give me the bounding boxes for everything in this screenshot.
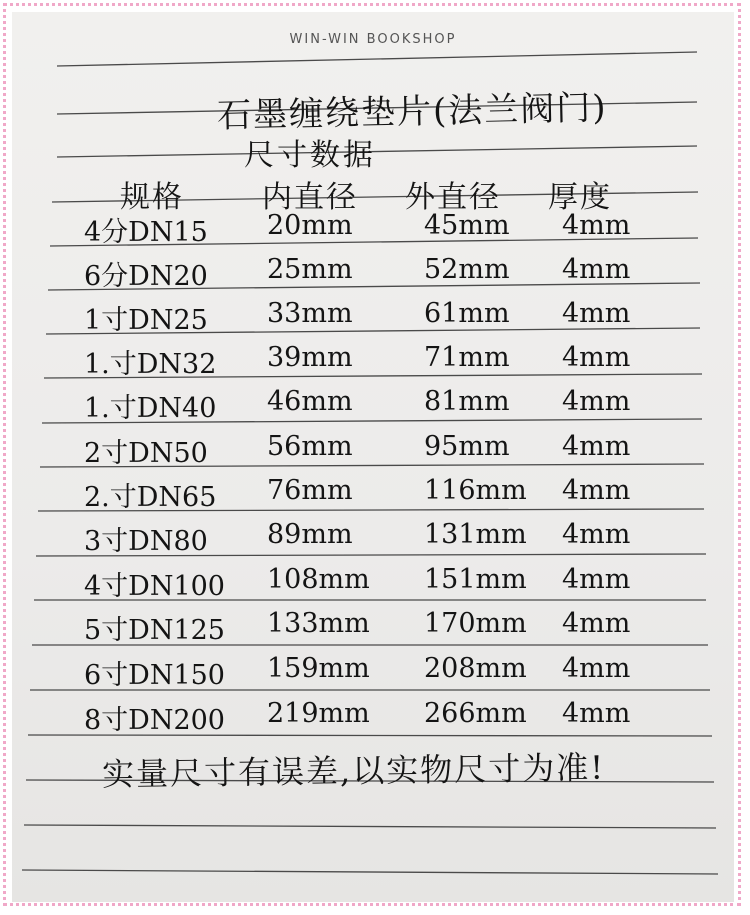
cell-thickness: 4mm (562, 431, 631, 462)
cell-outer: 151mm (424, 564, 527, 595)
cell-inner: 20mm (267, 210, 353, 241)
cell-spec: 8寸DN200 (84, 705, 225, 736)
cell-outer: 45mm (424, 210, 510, 241)
header-spec: 规格 (120, 180, 184, 215)
cell-thickness: 4mm (562, 298, 631, 329)
cell-outer: 61mm (424, 298, 510, 329)
cell-spec: 1.寸DN32 (84, 349, 217, 380)
header-inner-diameter: 内直径 (262, 180, 358, 215)
cell-outer: 131mm (424, 519, 527, 550)
cell-spec: 1.寸DN40 (84, 393, 217, 424)
header-outer-diameter: 外直径 (405, 180, 501, 215)
cell-thickness: 4mm (562, 475, 631, 506)
page-subtitle: 尺寸数据 (244, 138, 376, 173)
cell-spec: 4分DN15 (84, 217, 208, 248)
cell-thickness: 4mm (562, 254, 631, 285)
cell-outer: 116mm (424, 475, 527, 506)
cell-spec: 5寸DN125 (84, 615, 225, 646)
cell-inner: 159mm (267, 653, 370, 684)
cell-outer: 208mm (424, 653, 527, 684)
cell-thickness: 4mm (562, 519, 631, 550)
cell-spec: 2寸DN50 (84, 438, 208, 469)
disclaimer-note: 实量尺寸有误差,以实物尺寸为准! (101, 748, 606, 794)
header-thickness: 厚度 (548, 180, 612, 215)
cell-inner: 33mm (267, 298, 353, 329)
cell-thickness: 4mm (562, 210, 631, 241)
cell-inner: 89mm (267, 519, 353, 550)
cell-inner: 76mm (267, 475, 353, 506)
cell-spec: 6分DN20 (84, 261, 208, 292)
cell-spec: 2.寸DN65 (84, 482, 217, 513)
cell-thickness: 4mm (562, 564, 631, 595)
cell-thickness: 4mm (562, 342, 631, 373)
cell-spec: 3寸DN80 (84, 526, 208, 557)
cell-inner: 108mm (267, 564, 370, 595)
cell-inner: 219mm (267, 698, 370, 729)
notebook-brand: WIN-WIN BOOKSHOP (289, 32, 457, 47)
cell-outer: 266mm (424, 698, 527, 729)
cell-spec: 4寸DN100 (84, 571, 225, 602)
cell-inner: 39mm (267, 342, 353, 373)
cell-thickness: 4mm (562, 698, 631, 729)
cell-outer: 71mm (424, 342, 510, 373)
cell-outer: 170mm (424, 608, 527, 639)
cell-thickness: 4mm (562, 608, 631, 639)
cell-spec: 1寸DN25 (84, 305, 208, 336)
cell-inner: 133mm (267, 608, 370, 639)
cell-inner: 56mm (267, 431, 353, 462)
cell-inner: 46mm (267, 386, 353, 417)
page-title: 石墨缠绕垫片(法兰阀门) (216, 87, 608, 137)
cell-thickness: 4mm (562, 386, 631, 417)
cell-spec: 6寸DN150 (84, 660, 225, 691)
cell-thickness: 4mm (562, 653, 631, 684)
cell-outer: 52mm (424, 254, 510, 285)
cell-outer: 95mm (424, 431, 510, 462)
notebook-page (12, 12, 734, 902)
cell-inner: 25mm (267, 254, 353, 285)
cell-outer: 81mm (424, 386, 510, 417)
